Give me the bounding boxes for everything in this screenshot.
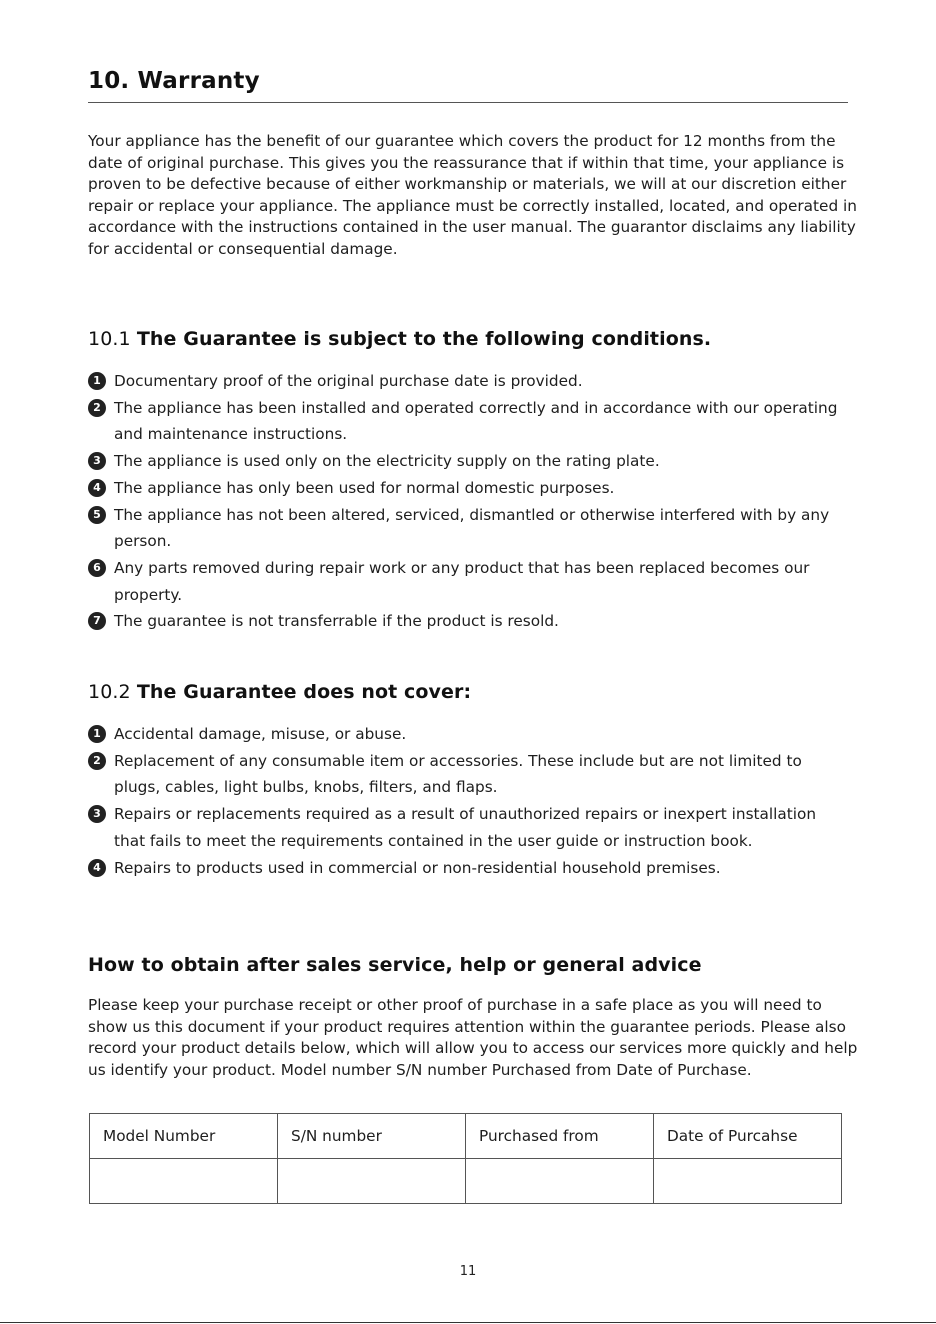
number-badge-icon: 3 xyxy=(88,452,106,470)
list-item xyxy=(88,855,848,882)
number-badge-icon: 6 xyxy=(88,559,106,577)
list-item-text: Any parts removed during repair work or any product that has been replaced becomes our property. xyxy=(114,558,810,604)
list-item-text: The guarantee is not transferrable if the product is resold. xyxy=(114,612,559,631)
list-item-text: The appliance has not been altered, serviced, dismantled or otherwise interfered with by any person. xyxy=(114,505,830,551)
advice-heading xyxy=(88,954,702,976)
number-badge-icon: 2 xyxy=(88,399,106,417)
list-item xyxy=(88,801,848,854)
purchase-date-entry-cell[interactable] xyxy=(654,1159,842,1204)
title-divider xyxy=(88,102,848,103)
table-header-row xyxy=(90,1114,842,1159)
conditions-heading-text: The Guarantee is subject to the following conditions. xyxy=(136,328,712,350)
list-item-text: The appliance has only been used for normal domestic purposes. xyxy=(114,478,615,497)
not-covered-heading-number: 10.2 xyxy=(88,681,131,703)
list-item xyxy=(88,395,848,448)
list-item-text: Replacement of any consumable item or accessories. These include but are not limited to plugs, cables, light bulbs, knobs, filters, and flaps. xyxy=(114,751,802,797)
number-badge-icon: 5 xyxy=(88,506,106,524)
list-item xyxy=(88,448,848,475)
warranty-intro-paragraph: Your appliance has the benefit of our guarantee which covers the product for 12 months from the date of original purchase. This gives you the reassurance that if within that time, your appliance is proven to be defective because of either workmanship or materials, we will at our discretion either repair or replace your appliance. The appliance must be correctly installed, located, and operated in accordance with the instructions contained in the user manual. The guarantor disclaims any liability for accidental or consequential damage. xyxy=(88,132,857,258)
not-covered-list xyxy=(88,721,848,881)
number-badge-icon: 2 xyxy=(88,752,106,770)
number-badge-icon: 4 xyxy=(88,859,106,877)
conditions-heading-number: 10.1 xyxy=(88,328,131,350)
list-item-text: Accidental damage, misuse, or abuse. xyxy=(114,725,407,743)
table-header-cell: Purchased from xyxy=(466,1114,654,1159)
number-badge-icon: 1 xyxy=(88,372,106,390)
list-item xyxy=(88,368,848,395)
list-item-text: The appliance is used only on the electricity supply on the rating plate. xyxy=(114,452,660,471)
table-header-cell: S/N number xyxy=(278,1114,466,1159)
page-bottom-divider xyxy=(0,1322,936,1323)
table-row xyxy=(90,1159,842,1204)
not-covered-heading-text: The Guarantee does not cover: xyxy=(136,681,472,703)
number-badge-icon: 7 xyxy=(88,612,106,630)
purchased-from-entry-cell[interactable] xyxy=(466,1159,654,1204)
product-details-table xyxy=(89,1113,842,1204)
list-item-text: The appliance has been installed and operated correctly and in accordance with our operating and maintenance instructions. xyxy=(114,398,838,444)
number-badge-icon: 3 xyxy=(88,805,106,823)
list-item xyxy=(88,748,848,801)
list-item xyxy=(88,721,848,748)
list-item-text: Documentary proof of the original purchase date is provided. xyxy=(114,372,583,390)
not-covered-heading xyxy=(88,681,471,703)
advice-heading-text: How to obtain after sales service, help or general advice xyxy=(88,954,702,976)
list-item xyxy=(88,475,848,502)
model-number-entry-cell[interactable] xyxy=(90,1159,278,1204)
advice-paragraph: Please keep your purchase receipt or other proof of purchase in a safe place as you will need to show us this document if your product requires attention within the guarantee periods. Please also record your product details below, which will allow you to access our services more quickly and help us identify your product. Model number S/N number Purchased from Date of Purchase. xyxy=(88,996,858,1079)
list-item xyxy=(88,608,848,635)
conditions-heading xyxy=(88,328,711,350)
conditions-list xyxy=(88,368,848,635)
page-title: 10. Warranty xyxy=(88,68,260,94)
number-badge-icon: 1 xyxy=(88,725,106,743)
list-item-text: Repairs or replacements required as a result of unauthorized repairs or inexpert installation that fails to meet the requirements contained in the user guide or instruction book. xyxy=(114,805,817,850)
list-item-text: Repairs to products used in commercial or non-residential household premises. xyxy=(114,858,721,877)
list-item xyxy=(88,502,848,555)
table-header-cell: Date of Purcahse xyxy=(654,1114,842,1159)
page-number: 11 xyxy=(459,1264,477,1279)
number-badge-icon: 4 xyxy=(88,479,106,497)
table-header-cell: Model Number xyxy=(90,1114,278,1159)
sn-number-entry-cell[interactable] xyxy=(278,1159,466,1204)
list-item xyxy=(88,555,848,608)
